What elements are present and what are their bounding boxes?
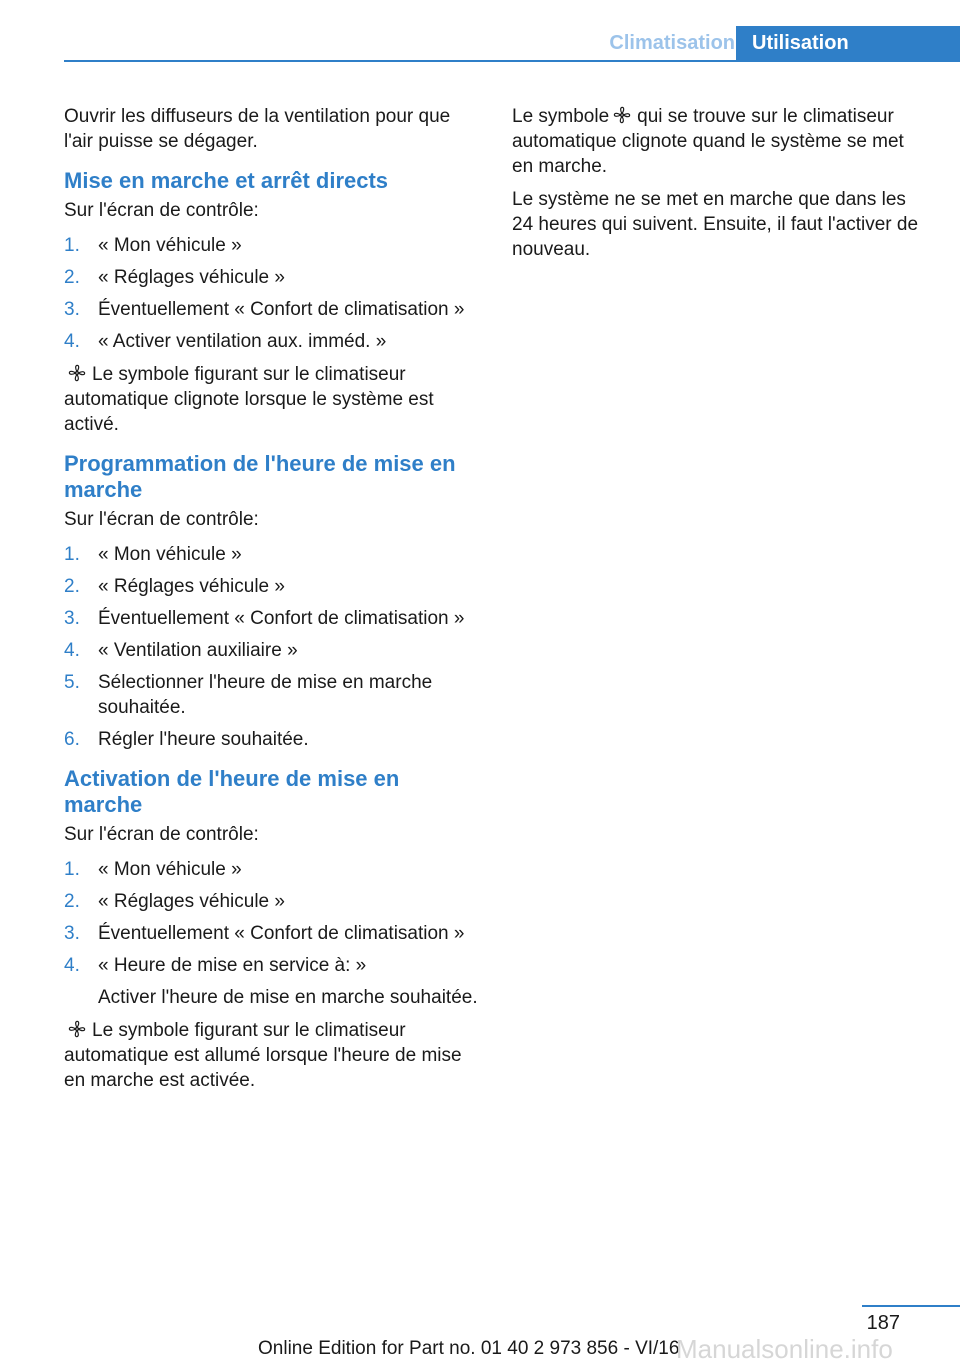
page-number: 187 xyxy=(866,1312,900,1334)
list-item: 4. « Activer ventilation aux. imméd. » xyxy=(64,331,387,352)
activation-paragraph: Le système ne se met en marche que dans les 24 heures qui suivent. Ensuite, il faut l'activer de nouveau. xyxy=(512,189,919,260)
list-item-subtext: Activer l'heure de mise en marche souhaitée. xyxy=(98,987,478,1008)
tab-climatisation[interactable]: Climatisation xyxy=(609,32,735,54)
header-rule xyxy=(64,60,960,62)
list-item: 6. Régler l'heure souhaitée. xyxy=(64,729,309,750)
list-item: 3. Éventuellement « Confort de climatisation » xyxy=(64,608,465,629)
list-item: 4. « Heure de mise en service à: » Activer l'heure de mise en marche souhaitée. xyxy=(64,953,482,1010)
list-item: 1. « Mon véhicule » xyxy=(64,859,242,880)
list-item: 1. « Mon véhicule » xyxy=(64,235,242,256)
fan-icon xyxy=(68,1020,86,1038)
list-item: 2. « Réglages véhicule » xyxy=(64,267,285,288)
section-lead: Sur l'écran de contrôle: xyxy=(64,509,259,530)
symbol-paragraph: Le symbole qui se trouve sur le climatiseur automatique clignote quand le système se met en marche. xyxy=(512,106,904,177)
note-paragraph: Le symbole figurant sur le climatiseur automatique est allumé lorsque l'heure de mise en marche est activée. xyxy=(64,1020,462,1091)
watermark: Manualsonline.info xyxy=(676,1334,893,1364)
left-column xyxy=(64,104,482,1101)
fan-icon xyxy=(613,106,631,124)
right-column xyxy=(512,104,930,270)
tab-utilisation[interactable]: Utilisation xyxy=(736,26,960,60)
section-title-programming: Programmation de l'heure de mise en marche xyxy=(64,451,456,502)
section-title-direct: Mise en marche et arrêt directs xyxy=(64,168,389,193)
list-item: 4. « Ventilation auxiliaire » xyxy=(64,640,298,661)
footer-rule xyxy=(862,1305,960,1307)
note-paragraph: Le symbole figurant sur le climatiseur automatique clignote lorsque le système est activé. xyxy=(64,364,434,435)
list-item: 5. Sélectionner l'heure de mise en marche souhaitée. xyxy=(64,672,433,718)
steps-list-programming xyxy=(64,542,482,752)
steps-list-activation xyxy=(64,857,482,1010)
list-item: 2. « Réglages véhicule » xyxy=(64,576,285,597)
list-item: 2. « Réglages véhicule » xyxy=(64,891,285,912)
intro-paragraph: Ouvrir les diffuseurs de la ventilation pour que l'air puisse se dégager. xyxy=(64,106,451,152)
section-lead: Sur l'écran de contrôle: xyxy=(64,200,259,221)
list-item: 1. « Mon véhicule » xyxy=(64,544,242,565)
section-title-activation: Activation de l'heure de mise en marche xyxy=(64,766,400,817)
list-item: 3. Éventuellement « Confort de climatisation » xyxy=(64,923,465,944)
fan-icon xyxy=(68,364,86,382)
section-lead: Sur l'écran de contrôle: xyxy=(64,824,259,845)
steps-list-direct xyxy=(64,233,482,354)
list-item: 3. Éventuellement « Confort de climatisation » xyxy=(64,299,465,320)
edition-text: Online Edition for Part no. 01 40 2 973 856 - VI/16 xyxy=(258,1338,680,1359)
